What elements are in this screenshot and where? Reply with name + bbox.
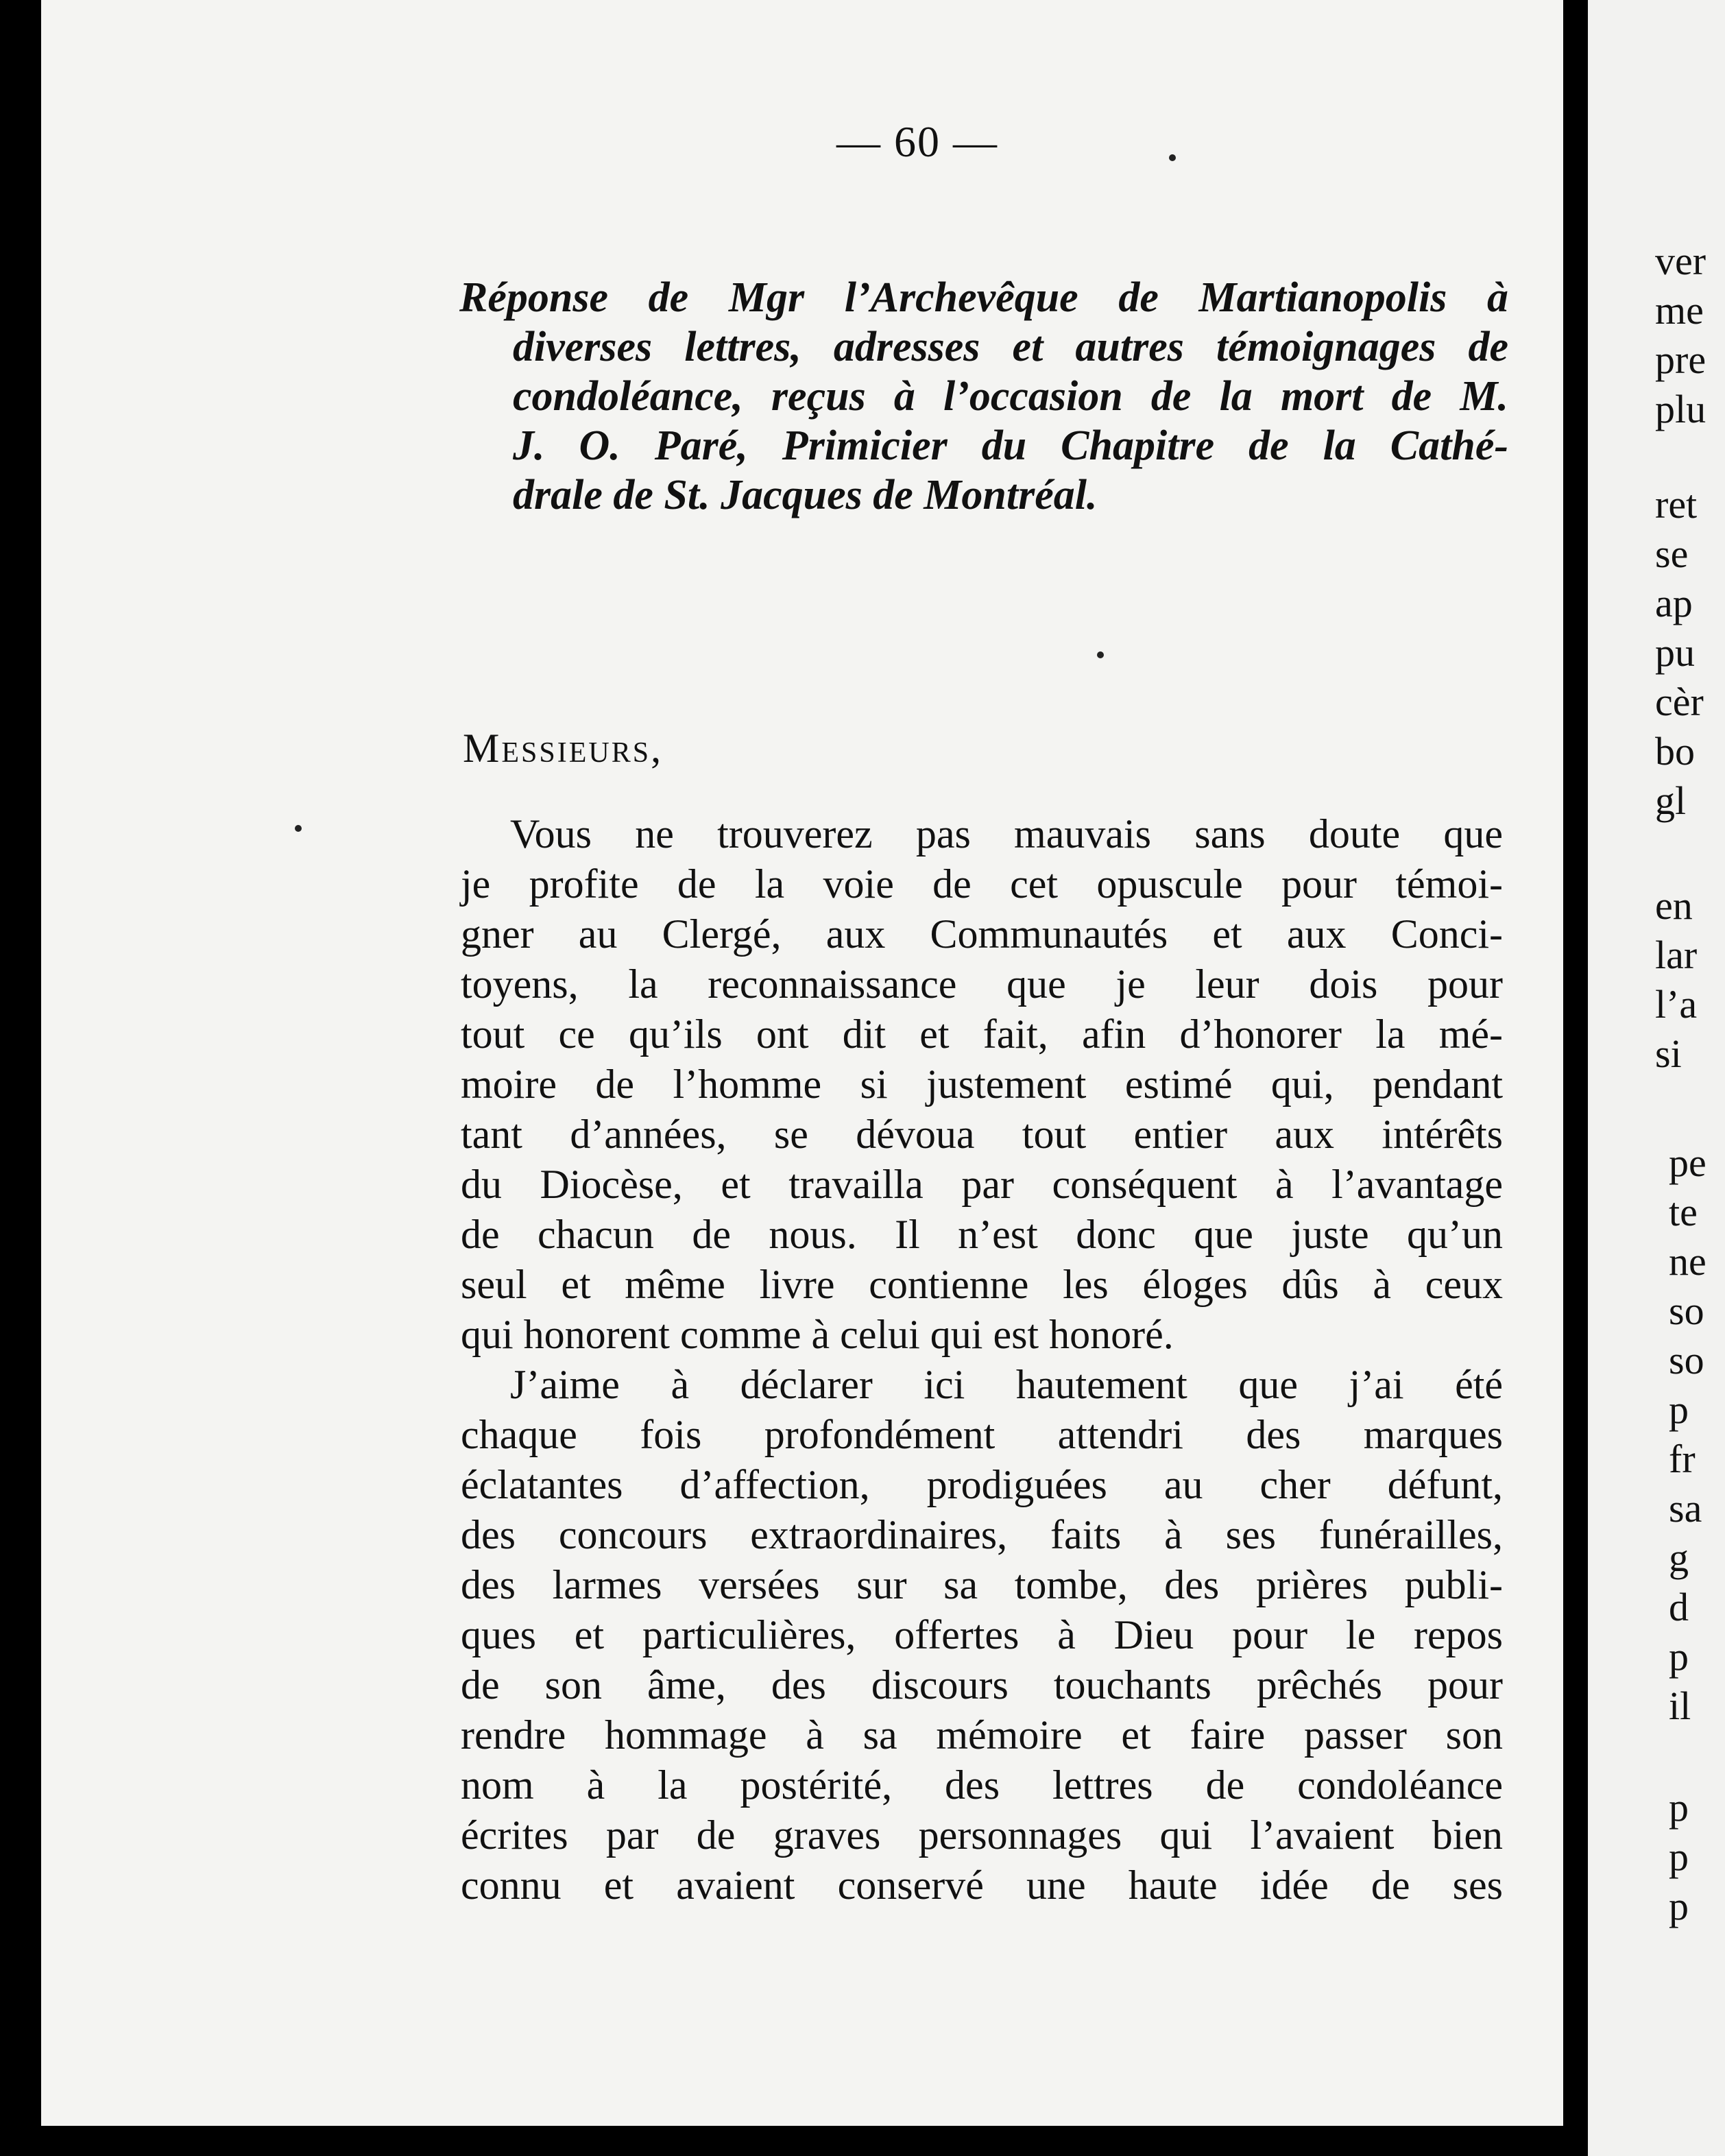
facing-fragment: d	[1669, 1585, 1689, 1629]
body-line: Vous ne trouverez pas mauvais sans doute que	[510, 811, 1503, 857]
body-line: de son âme, des discours touchants prêchés pour	[461, 1662, 1503, 1708]
facing-fragment: g	[1669, 1535, 1689, 1580]
body-line: tant d’années, se dévoua tout entier aux intérêts	[461, 1112, 1503, 1157]
heading-line: drale de St. Jacques de Montréal.	[513, 472, 1098, 518]
facing-fragment: ver	[1655, 239, 1706, 283]
body-line: qui honorent comme à celui qui est honoré.	[461, 1312, 1174, 1357]
facing-page-edge	[1588, 0, 1725, 2156]
facing-fragment: si	[1655, 1031, 1682, 1076]
facing-fragment: en	[1655, 883, 1693, 928]
body-line: du Diocèse, et travailla par conséquent à l’avantage	[461, 1162, 1503, 1207]
facing-fragment: plu	[1655, 387, 1706, 431]
facing-fragment: p	[1669, 1785, 1689, 1830]
section-heading	[459, 273, 1508, 520]
stray-mark	[1097, 651, 1104, 658]
heading-line: J. O. Paré, Primicier du Chapitre de la Cathé-	[513, 422, 1508, 469]
facing-fragment: sa	[1669, 1486, 1702, 1531]
body-line: J’aime à déclarer ici hautement que j’ai été	[510, 1362, 1503, 1407]
body-line: nom à la postérité, des lettres de condoléance	[461, 1762, 1503, 1808]
facing-fragment: so	[1669, 1338, 1704, 1382]
body-line: seul et même livre contienne les éloges dûs à ceux	[461, 1262, 1503, 1307]
facing-fragment: p	[1669, 1884, 1689, 1928]
facing-fragment: p	[1669, 1834, 1689, 1879]
body-line: des larmes versées sur sa tombe, des prières publi-	[461, 1562, 1503, 1607]
facing-fragment: ne	[1669, 1239, 1706, 1284]
body-line: tout ce qu’ils ont dit et fait, afin d’honorer la mé-	[461, 1011, 1503, 1057]
body-line: connu et avaient conservé une haute idée de ses	[461, 1862, 1503, 1908]
facing-fragment: pu	[1655, 630, 1695, 675]
facing-fragment: so	[1669, 1289, 1704, 1333]
facing-fragment: ap	[1655, 581, 1693, 625]
facing-fragment: bo	[1655, 729, 1695, 774]
body-line: toyens, la reconnaissance que je leur dois pour	[461, 961, 1503, 1007]
body-line: je profite de la voie de cet opuscule pour témoi-	[461, 861, 1503, 907]
body-line: rendre hommage à sa mémoire et faire passer son	[461, 1712, 1503, 1758]
facing-fragment: se	[1655, 531, 1689, 576]
body-line: gner au Clergé, aux Communautés et aux Conci-	[461, 911, 1503, 957]
body-line: éclatantes d’affection, prodiguées au cher défunt,	[461, 1462, 1503, 1507]
facing-fragment: pe	[1669, 1140, 1706, 1185]
facing-fragment: fr	[1669, 1437, 1696, 1481]
body-line: chaque fois profondément attendri des marques	[461, 1412, 1503, 1457]
page-gutter	[1563, 0, 1588, 2156]
book-page	[41, 0, 1563, 2126]
facing-fragment: me	[1655, 288, 1704, 333]
body-line: moire de l’homme si justement estimé qui, pendant	[461, 1062, 1503, 1107]
body-line: écrites par de graves personnages qui l’avaient bien	[461, 1812, 1503, 1858]
salutation: Messieurs,	[463, 726, 664, 771]
facing-fragment: lar	[1655, 933, 1698, 977]
facing-fragment: p	[1669, 1387, 1689, 1432]
body-line: de chacun de nous. Il n’est donc que juste qu’un	[461, 1212, 1503, 1257]
page-number: — 60 —	[836, 117, 998, 166]
facing-fragment: cèr	[1655, 680, 1704, 724]
heading-line: condoléance, reçus à l’occasion de la mort de M.	[513, 373, 1508, 420]
facing-fragment: p	[1669, 1634, 1689, 1679]
heading-line: Réponse de Mgr l’Archevêque de Martianopolis à	[459, 274, 1508, 321]
body-line: des concours extraordinaires, faits à ses funérailles,	[461, 1512, 1503, 1557]
facing-fragment: gl	[1655, 778, 1687, 823]
facing-fragment: l’a	[1655, 982, 1698, 1027]
body-line: ques et particulières, offertes à Dieu pour le repos	[461, 1612, 1503, 1657]
facing-fragment: ret	[1655, 482, 1698, 527]
facing-fragment: pre	[1655, 337, 1706, 382]
body-text	[461, 809, 1503, 1911]
stray-mark	[295, 825, 302, 832]
facing-fragment: il	[1669, 1684, 1691, 1728]
facing-fragment: te	[1669, 1190, 1698, 1234]
stray-mark	[1169, 154, 1176, 161]
heading-line: diverses lettres, adresses et autres témoignages de	[513, 324, 1508, 370]
